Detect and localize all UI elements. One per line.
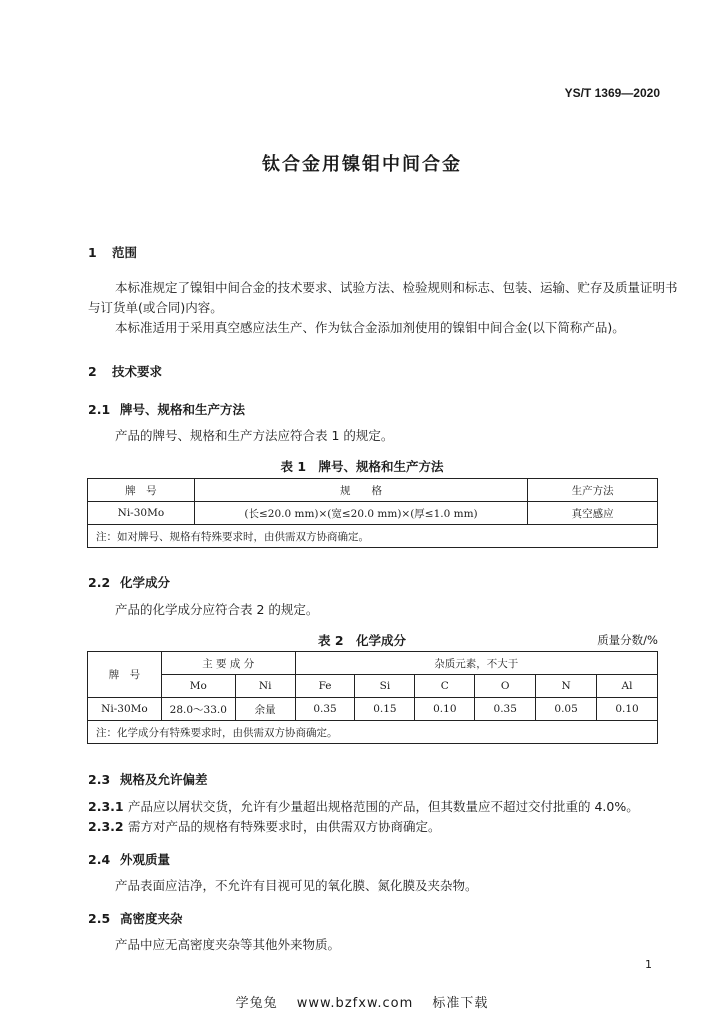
paragraph: 产品的化学成分应符合表 2 的规定。 [115, 602, 319, 617]
table-note-row [88, 525, 658, 548]
table-header-cell: 杂质元素，不大于 [295, 652, 657, 675]
paragraph: 本标准规定了镍钼中间合金的技术要求、试验方法、检验规则和标志、包装、运输、贮存及质量证明书 [115, 280, 678, 295]
table-1-caption: 表 1 牌号、规格和生产方法 [280, 459, 444, 474]
table-row [88, 502, 658, 525]
subsection-2-5-heading [88, 909, 183, 927]
table-header-cell: 牌 号 [88, 652, 162, 698]
subsection-title: 化学成分 [120, 575, 171, 590]
table-1 [87, 478, 658, 548]
table-header-row [88, 652, 658, 675]
clause-2-3-2 [88, 817, 441, 837]
subsection-2-1-heading [88, 400, 245, 418]
page-number: 1 [645, 958, 652, 971]
table-cell: 0.35 [475, 698, 536, 721]
subsection-number: 2.4 [88, 852, 111, 867]
element-header-fe: Fe [295, 675, 355, 698]
table-header-cell: 牌 号 [88, 479, 195, 502]
subsection-2-2-heading [88, 573, 170, 591]
table-cell: 0.35 [295, 698, 355, 721]
clause-text: 需方对产品的规格有特殊要求时，由供需双方协商确定。 [128, 819, 441, 834]
table-cell: Ni-30Mo [88, 502, 195, 525]
table-cell: 28.0～33.0 [161, 698, 235, 721]
paragraph: 产品表面应洁净，不允许有目视可见的氧化膜、氮化膜及夹杂物。 [115, 878, 478, 893]
subsection-number: 2.3 [88, 772, 111, 787]
subsection-2-3-heading [88, 770, 208, 788]
clause-text: 产品应以屑状交货，允许有少量超出规格范围的产品，但其数量应不超过交付批重的 4.0%。 [128, 799, 639, 814]
table-2-unit: 质量分数/% [597, 633, 658, 647]
subsection-title: 规格及允许偏差 [120, 772, 208, 787]
section-title: 技术要求 [112, 364, 163, 379]
table-row [88, 698, 658, 721]
section-1-heading [88, 243, 137, 261]
section-title: 范围 [112, 245, 138, 260]
clause-number: 2.3.1 [88, 799, 124, 814]
table-cell: 0.10 [597, 698, 658, 721]
table-note-row [88, 721, 658, 744]
clause-2-3-1 [88, 797, 639, 817]
subsection-2-4-heading [88, 850, 170, 868]
document-title: 钛合金用镍钼中间合金 [262, 154, 462, 175]
subsection-title: 牌号、规格和生产方法 [120, 402, 246, 417]
standard-number: YS/T 1369—2020 [564, 86, 660, 100]
table-cell: 0.05 [536, 698, 597, 721]
table-header-cell: 生产方法 [528, 479, 658, 502]
element-header-ni: Ni [235, 675, 295, 698]
table-2 [87, 651, 658, 744]
table-note: 注：化学成分有特殊要求时，由供需双方协商确定。 [88, 721, 658, 744]
subsection-number: 2.5 [88, 911, 111, 926]
table-header-cell: 规 格 [194, 479, 527, 502]
element-header-si: Si [355, 675, 415, 698]
paragraph: 本标准适用于采用真空感应法生产、作为钛合金添加剂使用的镍钼中间合金(以下简称产品)。 [115, 320, 625, 335]
table-2-caption: 表 2 化学成分 [317, 633, 407, 648]
element-header-mo: Mo [161, 675, 235, 698]
subsection-number: 2.1 [88, 402, 111, 417]
subsection-title: 高密度夹杂 [120, 911, 183, 926]
table-header-cell: 主 要 成 分 [161, 652, 295, 675]
table-cell: 余量 [235, 698, 295, 721]
section-number: 2 [88, 364, 97, 379]
table-note: 注：如对牌号、规格有特殊要求时，由供需双方协商确定。 [88, 525, 658, 548]
section-2-heading [88, 362, 162, 380]
section-number: 1 [88, 245, 97, 260]
subsection-number: 2.2 [88, 575, 111, 590]
site-footer: 学兔兔 www.bzfxw.com 标准下载 [235, 996, 489, 1011]
clause-number: 2.3.2 [88, 819, 124, 834]
paragraph: 产品的牌号、规格和生产方法应符合表 1 的规定。 [115, 428, 394, 443]
table-cell: (长≤20.0 mm)×(宽≤20.0 mm)×(厚≤1.0 mm) [194, 502, 527, 525]
subsection-title: 外观质量 [120, 852, 171, 867]
table-cell: 真空感应 [528, 502, 658, 525]
element-header-c: C [415, 675, 475, 698]
element-header-n: N [536, 675, 597, 698]
paragraph: 产品中应无高密度夹杂等其他外来物质。 [115, 937, 341, 952]
element-header-o: O [475, 675, 536, 698]
table-header-row [88, 479, 658, 502]
table-cell: Ni-30Mo [88, 698, 162, 721]
table-header-row [88, 675, 658, 698]
element-header-al: Al [597, 675, 658, 698]
table-cell: 0.15 [355, 698, 415, 721]
paragraph: 与订货单(或合同)内容。 [88, 300, 223, 315]
table-cell: 0.10 [415, 698, 475, 721]
